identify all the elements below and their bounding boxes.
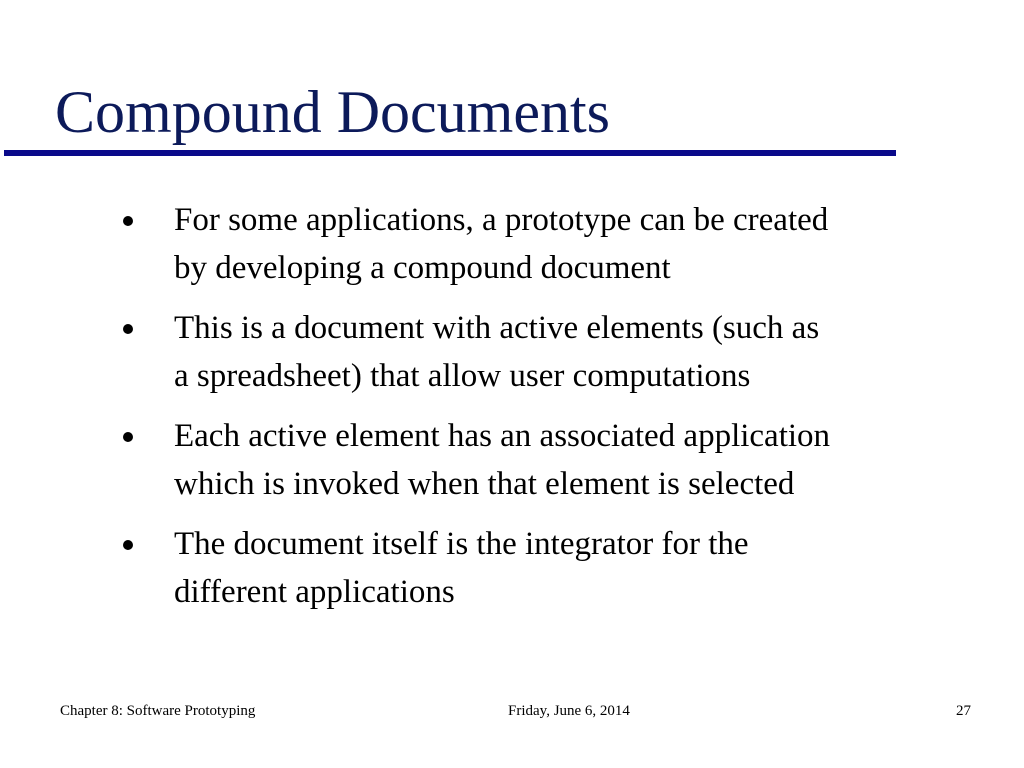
bullet-text bbox=[174, 196, 984, 292]
bullet-text bbox=[174, 520, 984, 616]
bullet-line: a spreadsheet) that allow user computations bbox=[174, 358, 751, 394]
bullet-item bbox=[0, 412, 1024, 520]
bullet-text bbox=[174, 412, 984, 508]
bullet-line: by developing a compound document bbox=[174, 250, 671, 286]
bullet-dot-icon bbox=[123, 324, 133, 334]
bullet-item bbox=[0, 196, 1024, 304]
footer-chapter: Chapter 8: Software Prototyping bbox=[60, 703, 256, 719]
bullet-dot-icon bbox=[123, 432, 133, 442]
footer-date: Friday, June 6, 2014 bbox=[508, 703, 630, 719]
bullet-line: different applications bbox=[174, 574, 455, 610]
footer-page-number: 27 bbox=[956, 703, 971, 719]
bullet-text bbox=[174, 304, 984, 400]
bullet-dot-icon bbox=[123, 540, 133, 550]
bullet-line: This is a document with active elements (such as bbox=[174, 310, 820, 346]
slide-title: Compound Documents bbox=[55, 79, 610, 145]
bullet-line: which is invoked when that element is selected bbox=[174, 466, 795, 502]
bullet-list bbox=[0, 196, 1024, 628]
bullet-item bbox=[0, 520, 1024, 628]
bullet-line: Each active element has an associated application bbox=[174, 418, 831, 454]
bullet-line: For some applications, a prototype can be created bbox=[174, 202, 829, 238]
bullet-item bbox=[0, 304, 1024, 412]
bullet-dot-icon bbox=[123, 216, 133, 226]
title-underline-rule bbox=[4, 150, 896, 156]
bullet-line: The document itself is the integrator for the bbox=[174, 526, 749, 562]
